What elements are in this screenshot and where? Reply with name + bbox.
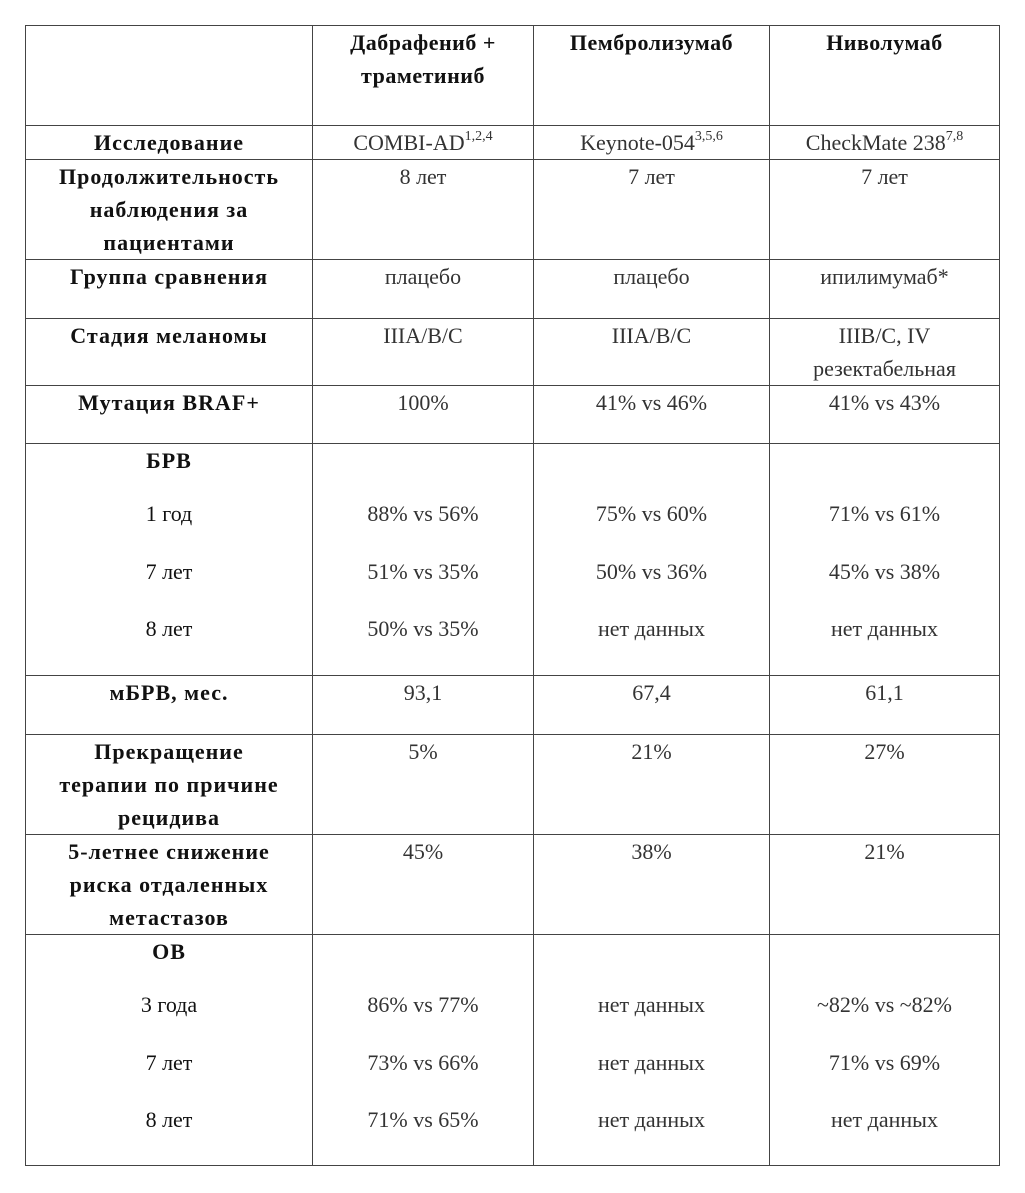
label-line: метастазов	[109, 905, 229, 930]
row-label: мБРВ, мес.	[26, 676, 313, 735]
cell-value: 27%	[770, 735, 1000, 835]
label-line: Прекращение	[94, 739, 244, 764]
table-row-comparator	[26, 260, 1000, 319]
header-dabrafenib-trametinib	[313, 26, 534, 126]
row-label	[26, 735, 313, 835]
study-name: CheckMate 238	[805, 130, 946, 155]
cell-value: 8 лет	[313, 160, 534, 260]
spacer	[319, 444, 527, 485]
group-title: БРВ	[146, 448, 192, 473]
cell-value: плацебо	[313, 260, 534, 319]
cell-value	[770, 444, 1000, 676]
cell-value	[770, 319, 1000, 386]
value-line: 50% vs 36%	[595, 558, 708, 584]
cell-value: 61,1	[770, 676, 1000, 735]
cell-value: 41% vs 43%	[770, 386, 1000, 444]
cell-value: 5%	[313, 735, 534, 835]
row-label	[26, 160, 313, 260]
reference-superscript: 1,2,4	[464, 129, 493, 144]
value-line: нет данных	[598, 1049, 705, 1075]
row-label	[26, 444, 313, 676]
row-label	[26, 935, 313, 1166]
cell-value: 93,1	[313, 676, 534, 735]
label-line: пациентами	[103, 230, 235, 255]
comparison-table	[25, 25, 1000, 1166]
cell-value: IIIA/B/C	[313, 319, 534, 386]
cell-value: 67,4	[534, 676, 770, 735]
timepoint-label: 3 года	[140, 992, 198, 1017]
header-line: Дабрафениб +	[350, 30, 496, 55]
value-line: нет данных	[831, 616, 938, 641]
value-line: 45% vs 38%	[828, 558, 941, 584]
label-line: 5-летнее снижение	[68, 839, 270, 864]
cell-value: ипилимумаб*	[770, 260, 1000, 319]
cell-value	[770, 126, 1000, 160]
table-row-discontinuation	[26, 735, 1000, 835]
cell-value	[770, 935, 1000, 1166]
value-line: нет данных	[598, 616, 705, 641]
header-line: траметиниб	[361, 63, 485, 88]
table-row-rfs	[26, 444, 1000, 676]
cell-value	[534, 126, 770, 160]
spacer	[776, 444, 993, 485]
timepoint-label: 8 лет	[145, 1107, 193, 1132]
cell-value: 41% vs 46%	[534, 386, 770, 444]
spacer	[540, 444, 763, 485]
cell-value: 100%	[313, 386, 534, 444]
value-line: 86% vs 77%	[367, 992, 479, 1017]
header-nivolumab: Ниволумаб	[770, 26, 1000, 126]
value-line: резектабельная	[813, 356, 956, 381]
cell-value: 7 лет	[770, 160, 1000, 260]
value-line: IIIB/C, IV	[838, 323, 931, 348]
value-line: нет данных	[831, 1107, 938, 1132]
cell-value: плацебо	[534, 260, 770, 319]
value-line: нет данных	[598, 1107, 705, 1132]
spacer	[319, 935, 527, 976]
label-line: терапии по причине	[59, 772, 279, 797]
cell-value	[534, 935, 770, 1166]
label-line: риска отдаленных	[69, 872, 269, 897]
value-line: 88% vs 56%	[367, 501, 479, 526]
timepoint-label: 7 лет	[145, 1049, 193, 1075]
table-row-braf	[26, 386, 1000, 444]
timepoint-label: 7 лет	[145, 558, 193, 584]
value-line: нет данных	[598, 992, 705, 1017]
spacer	[776, 935, 993, 976]
cell-value: 21%	[534, 735, 770, 835]
label-line: Продолжительность	[59, 164, 279, 189]
table-header-row	[26, 26, 1000, 126]
timepoint-label: 8 лет	[145, 616, 193, 641]
table-row-dmfs	[26, 835, 1000, 935]
header-empty-cell	[26, 26, 313, 126]
cell-value	[534, 444, 770, 676]
spacer	[540, 935, 763, 976]
table-row-study	[26, 126, 1000, 160]
table-row-followup	[26, 160, 1000, 260]
cell-value: 7 лет	[534, 160, 770, 260]
value-line: 51% vs 35%	[367, 558, 479, 584]
row-label: Мутация BRAF+	[26, 386, 313, 444]
table-row-stage	[26, 319, 1000, 386]
study-name: COMBI-AD	[353, 130, 465, 155]
table-row-mrfs	[26, 676, 1000, 735]
reference-superscript: 3,5,6	[694, 129, 723, 144]
reference-superscript: 7,8	[945, 129, 964, 144]
value-line: 71% vs 69%	[828, 1049, 941, 1075]
group-title: ОВ	[152, 939, 186, 964]
cell-value	[313, 935, 534, 1166]
header-pembrolizumab: Пембролизумаб	[534, 26, 770, 126]
row-label: Исследование	[26, 126, 313, 160]
label-line: наблюдения за	[89, 197, 249, 222]
value-line: 50% vs 35%	[367, 616, 479, 641]
cell-value: 45%	[313, 835, 534, 935]
value-line: 75% vs 60%	[595, 501, 708, 526]
value-line: 73% vs 66%	[367, 1049, 479, 1075]
cell-value	[313, 444, 534, 676]
row-label: Стадия меланомы	[26, 319, 313, 386]
timepoint-label: 1 год	[145, 501, 193, 526]
cell-value: IIIA/B/C	[534, 319, 770, 386]
value-line: 71% vs 61%	[828, 501, 941, 526]
row-label: Группа сравнения	[26, 260, 313, 319]
cell-value: 38%	[534, 835, 770, 935]
value-line: 71% vs 65%	[367, 1107, 479, 1132]
value-line: ~82% vs ~82%	[816, 992, 953, 1017]
cell-value: 21%	[770, 835, 1000, 935]
table-row-os	[26, 935, 1000, 1166]
study-name: Keynote-054	[580, 130, 695, 155]
row-label	[26, 835, 313, 935]
label-line: рецидива	[117, 805, 221, 830]
cell-value	[313, 126, 534, 160]
